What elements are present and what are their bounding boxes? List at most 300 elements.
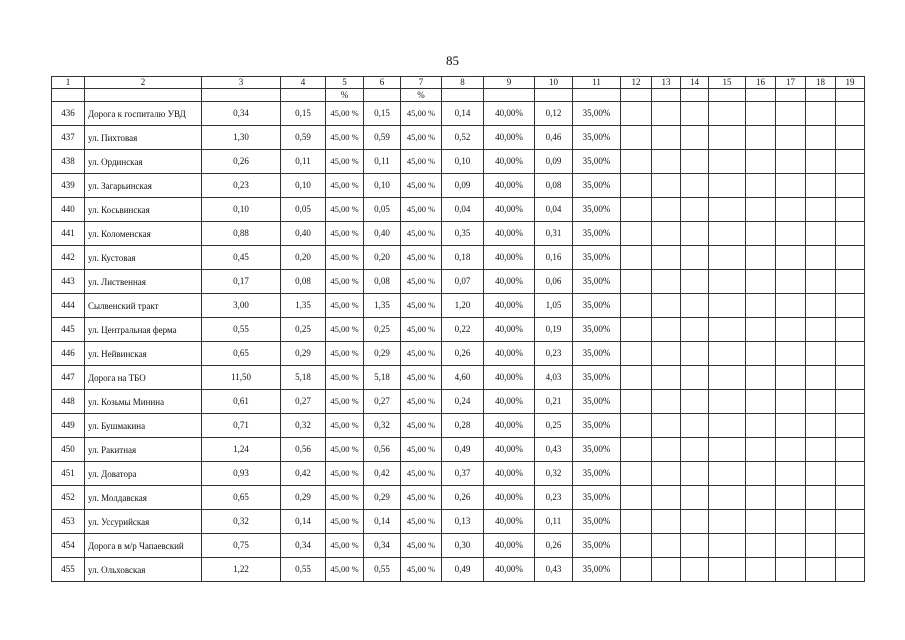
cell-c10: 4,03	[535, 366, 573, 390]
empty-cell	[652, 150, 681, 174]
subheader-cell	[621, 89, 652, 102]
cell-c4: 0,27	[281, 390, 326, 414]
cell-c10: 0,46	[535, 126, 573, 150]
cell-c3: 11,50	[202, 366, 281, 390]
cell-c3: 0,61	[202, 390, 281, 414]
cell-c8: 0,26	[442, 342, 484, 366]
empty-cell	[776, 126, 806, 150]
empty-cell	[709, 486, 746, 510]
empty-cell	[776, 150, 806, 174]
empty-cell	[709, 198, 746, 222]
empty-cell	[776, 438, 806, 462]
subheader-row	[52, 89, 865, 102]
column-header: 17	[776, 77, 806, 89]
cell-c8: 0,09	[442, 174, 484, 198]
empty-cell	[621, 486, 652, 510]
empty-cell	[776, 294, 806, 318]
cell-c11: 35,00%	[573, 174, 621, 198]
empty-cell	[681, 222, 709, 246]
empty-cell	[806, 222, 836, 246]
empty-cell	[806, 126, 836, 150]
cell-c10: 0,43	[535, 438, 573, 462]
cell-name: ул. Бушмакина	[85, 414, 202, 438]
cell-c8: 0,18	[442, 246, 484, 270]
empty-cell	[621, 390, 652, 414]
empty-cell	[806, 534, 836, 558]
empty-cell	[621, 342, 652, 366]
cell-c7: 45,00 %	[401, 438, 442, 462]
cell-c6: 0,40	[364, 222, 401, 246]
empty-cell	[621, 270, 652, 294]
table-row	[52, 294, 865, 318]
cell-name: ул. Молдавская	[85, 486, 202, 510]
cell-c8: 0,49	[442, 438, 484, 462]
cell-name: ул. Ординская	[85, 150, 202, 174]
cell-c4: 0,11	[281, 150, 326, 174]
cell-name: ул. Пихтовая	[85, 126, 202, 150]
cell-c4: 0,25	[281, 318, 326, 342]
cell-c6: 5,18	[364, 366, 401, 390]
cell-c4: 0,10	[281, 174, 326, 198]
cell-c11: 35,00%	[573, 342, 621, 366]
column-header: 3	[202, 77, 281, 89]
cell-c3: 0,65	[202, 486, 281, 510]
empty-cell	[746, 222, 776, 246]
empty-cell	[836, 366, 865, 390]
cell-c3: 0,32	[202, 510, 281, 534]
cell-c10: 0,31	[535, 222, 573, 246]
cell-c3: 0,71	[202, 414, 281, 438]
empty-cell	[709, 414, 746, 438]
empty-cell	[836, 510, 865, 534]
empty-cell	[621, 174, 652, 198]
cell-c6: 0,20	[364, 246, 401, 270]
cell-c5: 45,00 %	[326, 342, 364, 366]
cell-num: 436	[52, 102, 85, 126]
table-row	[52, 366, 865, 390]
empty-cell	[836, 414, 865, 438]
empty-cell	[621, 198, 652, 222]
cell-c4: 0,15	[281, 102, 326, 126]
empty-cell	[746, 246, 776, 270]
cell-name: Дорога в м/р Чапаевский	[85, 534, 202, 558]
empty-cell	[681, 270, 709, 294]
empty-cell	[806, 486, 836, 510]
cell-c7: 45,00 %	[401, 486, 442, 510]
column-header: 4	[281, 77, 326, 89]
empty-cell	[621, 222, 652, 246]
empty-cell	[776, 558, 806, 582]
empty-cell	[776, 222, 806, 246]
cell-c10: 0,19	[535, 318, 573, 342]
cell-num: 437	[52, 126, 85, 150]
cell-num: 443	[52, 270, 85, 294]
cell-c10: 1,05	[535, 294, 573, 318]
empty-cell	[806, 150, 836, 174]
empty-cell	[652, 534, 681, 558]
empty-cell	[746, 558, 776, 582]
empty-cell	[806, 294, 836, 318]
cell-c4: 0,32	[281, 414, 326, 438]
cell-c4: 0,08	[281, 270, 326, 294]
cell-c6: 0,05	[364, 198, 401, 222]
empty-cell	[652, 462, 681, 486]
empty-cell	[709, 222, 746, 246]
cell-name: ул. Ольховская	[85, 558, 202, 582]
cell-c7: 45,00 %	[401, 150, 442, 174]
empty-cell	[836, 438, 865, 462]
cell-c6: 0,34	[364, 534, 401, 558]
empty-cell	[746, 510, 776, 534]
empty-cell	[746, 294, 776, 318]
cell-num: 447	[52, 366, 85, 390]
column-header: 11	[573, 77, 621, 89]
cell-c4: 5,18	[281, 366, 326, 390]
empty-cell	[681, 294, 709, 318]
empty-cell	[652, 294, 681, 318]
cell-c8: 0,35	[442, 222, 484, 246]
cell-c7: 45,00 %	[401, 342, 442, 366]
empty-cell	[652, 366, 681, 390]
cell-c10: 0,16	[535, 246, 573, 270]
cell-c6: 0,11	[364, 150, 401, 174]
table-row	[52, 174, 865, 198]
empty-cell	[776, 462, 806, 486]
empty-cell	[709, 174, 746, 198]
empty-cell	[836, 534, 865, 558]
cell-c9: 40,00%	[484, 462, 535, 486]
empty-cell	[746, 486, 776, 510]
cell-c7: 45,00 %	[401, 534, 442, 558]
empty-cell	[681, 414, 709, 438]
empty-cell	[681, 246, 709, 270]
cell-num: 442	[52, 246, 85, 270]
cell-c8: 4,60	[442, 366, 484, 390]
cell-c9: 40,00%	[484, 414, 535, 438]
cell-c9: 40,00%	[484, 174, 535, 198]
empty-cell	[836, 102, 865, 126]
empty-cell	[836, 294, 865, 318]
subheader-cell	[85, 89, 202, 102]
cell-c3: 0,55	[202, 318, 281, 342]
column-header: 2	[85, 77, 202, 89]
empty-cell	[746, 462, 776, 486]
cell-c4: 0,40	[281, 222, 326, 246]
table-row	[52, 510, 865, 534]
subheader-cell	[573, 89, 621, 102]
cell-c9: 40,00%	[484, 366, 535, 390]
cell-c6: 0,14	[364, 510, 401, 534]
empty-cell	[652, 246, 681, 270]
empty-cell	[621, 510, 652, 534]
column-header: 13	[652, 77, 681, 89]
empty-cell	[709, 438, 746, 462]
cell-name: ул. Кустовая	[85, 246, 202, 270]
cell-c5: 45,00 %	[326, 126, 364, 150]
empty-cell	[681, 198, 709, 222]
cell-c10: 0,25	[535, 414, 573, 438]
cell-c3: 0,45	[202, 246, 281, 270]
empty-cell	[806, 558, 836, 582]
empty-cell	[746, 270, 776, 294]
cell-c11: 35,00%	[573, 390, 621, 414]
empty-cell	[776, 390, 806, 414]
empty-cell	[746, 102, 776, 126]
empty-cell	[681, 342, 709, 366]
cell-num: 440	[52, 198, 85, 222]
cell-c11: 35,00%	[573, 414, 621, 438]
empty-cell	[709, 270, 746, 294]
cell-name: Дорога на ТБО	[85, 366, 202, 390]
empty-cell	[652, 198, 681, 222]
empty-cell	[746, 198, 776, 222]
cell-num: 446	[52, 342, 85, 366]
cell-c8: 0,07	[442, 270, 484, 294]
table-row	[52, 102, 865, 126]
empty-cell	[746, 534, 776, 558]
cell-c10: 0,08	[535, 174, 573, 198]
cell-c7: 45,00 %	[401, 174, 442, 198]
page-number: 85	[446, 53, 459, 68]
cell-c11: 35,00%	[573, 126, 621, 150]
subheader-cell	[776, 89, 806, 102]
cell-c5: 45,00 %	[326, 486, 364, 510]
table-row	[52, 390, 865, 414]
cell-c11: 35,00%	[573, 270, 621, 294]
column-header: 15	[709, 77, 746, 89]
cell-c9: 40,00%	[484, 294, 535, 318]
column-header: 16	[746, 77, 776, 89]
table-row	[52, 318, 865, 342]
cell-c10: 0,06	[535, 270, 573, 294]
empty-cell	[621, 150, 652, 174]
cell-c8: 0,49	[442, 558, 484, 582]
cell-c9: 40,00%	[484, 486, 535, 510]
cell-c8: 0,22	[442, 318, 484, 342]
subheader-cell: %	[401, 89, 442, 102]
cell-c5: 45,00 %	[326, 390, 364, 414]
empty-cell	[806, 438, 836, 462]
cell-c5: 45,00 %	[326, 198, 364, 222]
cell-c10: 0,32	[535, 462, 573, 486]
column-header: 9	[484, 77, 535, 89]
cell-c7: 45,00 %	[401, 246, 442, 270]
empty-cell	[836, 342, 865, 366]
cell-c11: 35,00%	[573, 558, 621, 582]
table-row	[52, 222, 865, 246]
cell-c3: 0,93	[202, 462, 281, 486]
column-header: 5	[326, 77, 364, 89]
cell-name: ул. Нейвинская	[85, 342, 202, 366]
table-row	[52, 438, 865, 462]
column-header: 6	[364, 77, 401, 89]
cell-c3: 3,00	[202, 294, 281, 318]
empty-cell	[709, 534, 746, 558]
empty-cell	[652, 174, 681, 198]
cell-c7: 45,00 %	[401, 198, 442, 222]
cell-c6: 0,56	[364, 438, 401, 462]
empty-cell	[709, 510, 746, 534]
cell-c9: 40,00%	[484, 150, 535, 174]
cell-c11: 35,00%	[573, 198, 621, 222]
empty-cell	[836, 174, 865, 198]
cell-c6: 0,10	[364, 174, 401, 198]
empty-cell	[681, 174, 709, 198]
empty-cell	[806, 270, 836, 294]
cell-name: ул. Коломенская	[85, 222, 202, 246]
subheader-cell	[535, 89, 573, 102]
column-header: 18	[806, 77, 836, 89]
cell-c10: 0,04	[535, 198, 573, 222]
empty-cell	[681, 558, 709, 582]
cell-c7: 45,00 %	[401, 126, 442, 150]
cell-c8: 0,30	[442, 534, 484, 558]
empty-cell	[621, 366, 652, 390]
cell-c6: 0,32	[364, 414, 401, 438]
cell-name: ул. Уссурийская	[85, 510, 202, 534]
column-header: 10	[535, 77, 573, 89]
subheader-cell	[681, 89, 709, 102]
cell-c7: 45,00 %	[401, 318, 442, 342]
empty-cell	[621, 558, 652, 582]
empty-cell	[746, 150, 776, 174]
cell-c11: 35,00%	[573, 222, 621, 246]
cell-c6: 0,59	[364, 126, 401, 150]
empty-cell	[709, 102, 746, 126]
cell-c7: 45,00 %	[401, 462, 442, 486]
table-row	[52, 198, 865, 222]
empty-cell	[681, 486, 709, 510]
empty-cell	[836, 198, 865, 222]
column-header: 14	[681, 77, 709, 89]
column-header: 1	[52, 77, 85, 89]
cell-c6: 0,29	[364, 342, 401, 366]
cell-c5: 45,00 %	[326, 102, 364, 126]
empty-cell	[806, 246, 836, 270]
empty-cell	[836, 462, 865, 486]
cell-num: 441	[52, 222, 85, 246]
cell-c5: 45,00 %	[326, 366, 364, 390]
cell-c10: 0,11	[535, 510, 573, 534]
subheader-cell	[806, 89, 836, 102]
cell-c4: 0,14	[281, 510, 326, 534]
empty-cell	[776, 270, 806, 294]
empty-cell	[836, 150, 865, 174]
cell-c7: 45,00 %	[401, 294, 442, 318]
cell-c11: 35,00%	[573, 294, 621, 318]
cell-c9: 40,00%	[484, 102, 535, 126]
cell-c6: 0,27	[364, 390, 401, 414]
column-header: 7	[401, 77, 442, 89]
cell-num: 451	[52, 462, 85, 486]
empty-cell	[621, 318, 652, 342]
cell-c4: 0,29	[281, 486, 326, 510]
cell-c7: 45,00 %	[401, 390, 442, 414]
table-row	[52, 150, 865, 174]
subheader-cell	[746, 89, 776, 102]
cell-c7: 45,00 %	[401, 510, 442, 534]
cell-c9: 40,00%	[484, 510, 535, 534]
empty-cell	[652, 558, 681, 582]
subheader-cell: %	[326, 89, 364, 102]
empty-cell	[652, 102, 681, 126]
cell-num: 454	[52, 534, 85, 558]
cell-c11: 35,00%	[573, 150, 621, 174]
cell-c4: 0,59	[281, 126, 326, 150]
empty-cell	[806, 414, 836, 438]
cell-name: Дорога к госпиталю УВД	[85, 102, 202, 126]
cell-c10: 0,23	[535, 486, 573, 510]
cell-c6: 0,08	[364, 270, 401, 294]
empty-cell	[652, 486, 681, 510]
cell-c6: 0,25	[364, 318, 401, 342]
cell-c8: 0,14	[442, 102, 484, 126]
cell-num: 448	[52, 390, 85, 414]
cell-num: 438	[52, 150, 85, 174]
cell-c8: 0,28	[442, 414, 484, 438]
empty-cell	[836, 318, 865, 342]
empty-cell	[836, 126, 865, 150]
empty-cell	[836, 222, 865, 246]
empty-cell	[709, 342, 746, 366]
cell-c8: 0,24	[442, 390, 484, 414]
column-header: 8	[442, 77, 484, 89]
empty-cell	[681, 462, 709, 486]
empty-cell	[776, 366, 806, 390]
cell-c5: 45,00 %	[326, 294, 364, 318]
table-row	[52, 486, 865, 510]
table-row	[52, 342, 865, 366]
cell-c8: 0,13	[442, 510, 484, 534]
column-header: 12	[621, 77, 652, 89]
cell-c5: 45,00 %	[326, 270, 364, 294]
header-row	[52, 77, 865, 89]
cell-num: 449	[52, 414, 85, 438]
empty-cell	[652, 318, 681, 342]
cell-c5: 45,00 %	[326, 318, 364, 342]
empty-cell	[652, 342, 681, 366]
empty-cell	[652, 510, 681, 534]
empty-cell	[709, 294, 746, 318]
cell-c6: 0,42	[364, 462, 401, 486]
cell-c9: 40,00%	[484, 390, 535, 414]
empty-cell	[621, 246, 652, 270]
empty-cell	[709, 390, 746, 414]
empty-cell	[709, 246, 746, 270]
cell-c3: 1,24	[202, 438, 281, 462]
cell-c4: 0,34	[281, 534, 326, 558]
empty-cell	[621, 438, 652, 462]
empty-cell	[836, 390, 865, 414]
empty-cell	[709, 150, 746, 174]
empty-cell	[652, 390, 681, 414]
cell-c9: 40,00%	[484, 246, 535, 270]
empty-cell	[681, 390, 709, 414]
empty-cell	[776, 102, 806, 126]
cell-c11: 35,00%	[573, 534, 621, 558]
empty-cell	[836, 486, 865, 510]
empty-cell	[681, 102, 709, 126]
cell-c6: 1,35	[364, 294, 401, 318]
cell-c9: 40,00%	[484, 438, 535, 462]
empty-cell	[746, 342, 776, 366]
subheader-cell	[364, 89, 401, 102]
cell-c3: 0,88	[202, 222, 281, 246]
cell-c3: 0,75	[202, 534, 281, 558]
cell-c9: 40,00%	[484, 558, 535, 582]
empty-cell	[652, 414, 681, 438]
empty-cell	[776, 198, 806, 222]
